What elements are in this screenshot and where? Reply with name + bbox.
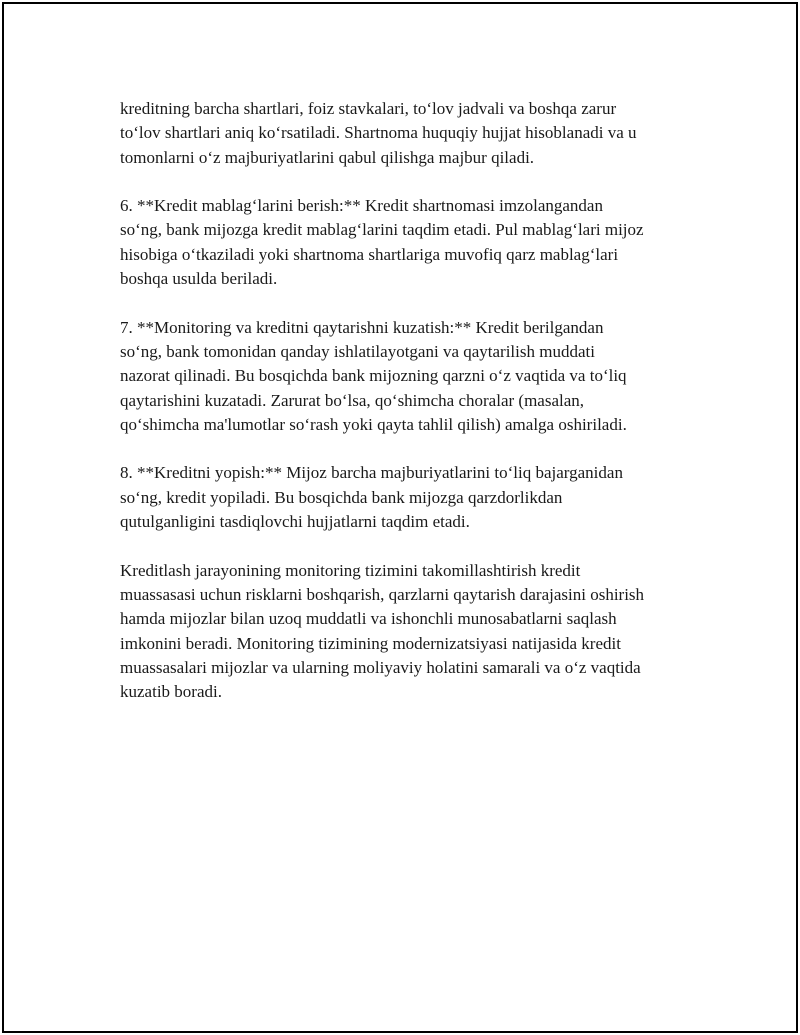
paragraph-step-7: [120, 316, 710, 437]
text-line: to‘lov shartlari aniq ko‘rsatiladi. Shartnoma huquqiy hujjat hisoblanadi va u: [120, 123, 637, 143]
text-line: muassasalari mijozlar va ularning moliyaviy holatini samarali va o‘z vaqtida: [120, 657, 641, 677]
text-line: qaytarishini kuzatadi. Zarurat bo‘lsa, qo‘shimcha choralar (masalan,: [120, 390, 585, 410]
document-body: [120, 97, 710, 729]
text-line: so‘ng, kredit yopiladi. Bu bosqichda bank mijozga qarzdorlikdan: [120, 487, 563, 507]
text-line: 8. **Kreditni yopish:** Mijoz barcha majburiyatlarini to‘liq bajarganidan: [120, 463, 623, 483]
text-line: kuzatib boradi.: [120, 682, 222, 702]
text-line: hamda mijozlar bilan uzoq muddatli va ishonchli munosabatlarni saqlash: [120, 609, 617, 629]
page-frame: [2, 2, 798, 1033]
text-line: qutulganligini tasdiqlovchi hujjatlarni taqdim etadi.: [120, 512, 470, 532]
text-line: hisobiga o‘tkaziladi yoki shartnoma shartlariga muvofiq qarz mablag‘lari: [120, 244, 619, 264]
text-line: 7. **Monitoring va kreditni qaytarishni kuzatish:** Kredit berilgandan: [120, 317, 604, 337]
text-line: so‘ng, bank mijozga kredit mablag‘larini taqdim etadi. Pul mablag‘lari mijoz: [120, 220, 644, 240]
text-line: boshqa usulda beriladi.: [120, 269, 278, 289]
text-line: imkonini beradi. Monitoring tizimining modernizatsiyasi natijasida kredit: [120, 633, 621, 653]
text-line: qo‘shimcha ma'lumotlar so‘rash yoki qayta tahlil qilish) amalga oshiriladi.: [120, 414, 627, 434]
text-line: 6. **Kredit mablag‘larini berish:** Kredit shartnomasi imzolangandan: [120, 196, 603, 216]
text-line: Kreditlash jarayonining monitoring tizimini takomillashtirish kredit: [120, 560, 581, 580]
paragraph-contract-terms: [120, 97, 710, 170]
paragraph-step-6: [120, 194, 710, 291]
text-line: tomonlarni o‘z majburiyatlarini qabul qilishga majbur qiladi.: [120, 147, 535, 167]
paragraph-step-8: [120, 461, 710, 534]
text-line: kreditning barcha shartlari, foiz stavkalari, to‘lov jadvali va boshqa zarur: [120, 99, 617, 118]
text-line: nazorat qilinadi. Bu bosqichda bank mijozning qarzni o‘z vaqtida va to‘liq: [120, 366, 627, 386]
text-line: muassasasi uchun risklarni boshqarish, qarzlarni qaytarish darajasini oshirish: [120, 584, 645, 604]
text-line: so‘ng, bank tomonidan qanday ishlatilayotgani va qaytarilish muddati: [120, 341, 595, 361]
paragraph-conclusion: [120, 559, 710, 705]
